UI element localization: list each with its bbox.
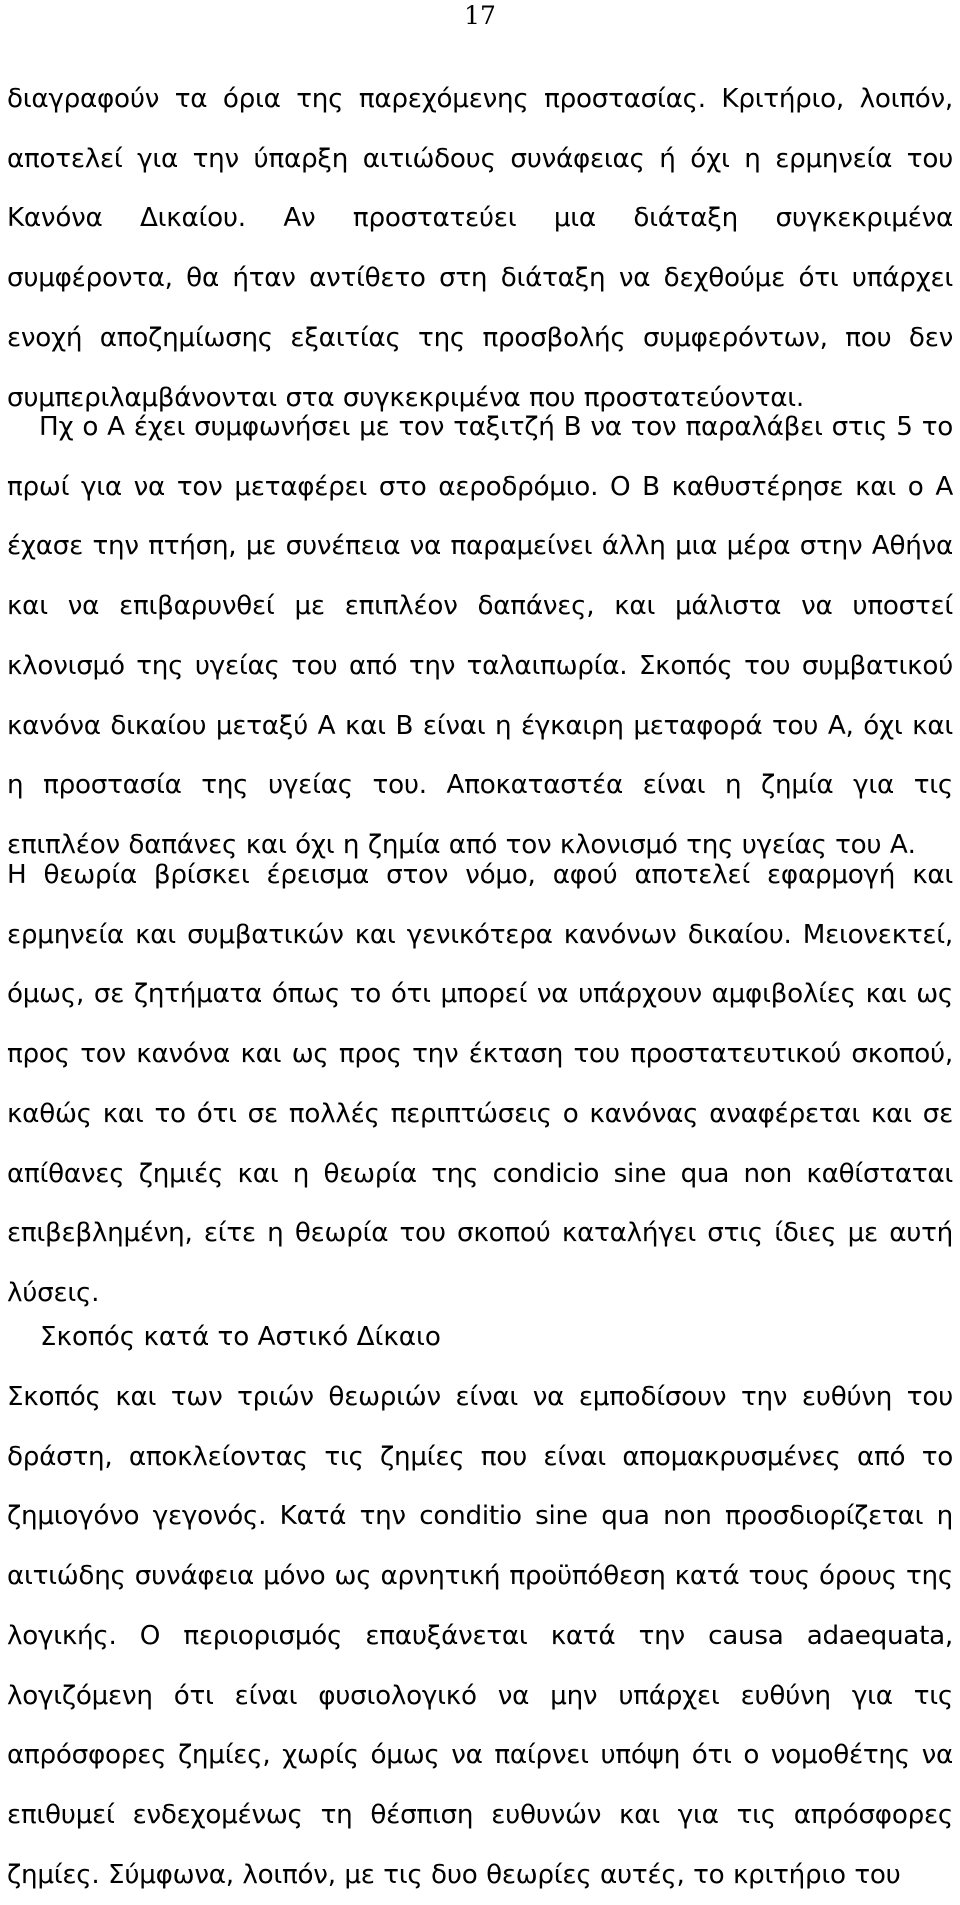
page-number: 17 — [464, 1, 496, 30]
paragraph-three-theories: Σκοπός και των τριών θεωριών είναι να εμποδίσουν την ευθύνη του δράστη, αποκλείοντας τις ζημίες που είναι απομακρυσμένες από το ζημιογόνο γεγονός. Κατά την conditio sine qua non προσδιορίζεται η αιτιώδης συνάφεια μόνο ως αρνητική προϋπόθεση κατά τους όρους της λογικής. Ο περιορισμός επαυξάνεται κατά την causa adaequata, λογιζόμενη ότι είναι φυσιολογικό να μην υπάρχει ευθύνη για τις απρόσφορες ζημίες, χωρίς όμως να παίρνει υπόψη ότι ο νομοθέτης να επιθυμεί ενδεχομένως τη θέσπιση ευθυνών και για τις απρόσφορες ζημίες. Σύμφωνα, λοιπόν, με τις δυο θεωρίες αυτές, το κριτήριο του — [7, 1382, 953, 1890]
paragraph-taxi-example: Πχ ο Α έχει συμφωνήσει με τον ταξιτζή Β να τον παραλάβει στις 5 το πρωί για να τον μεταφέρει στο αεροδρόμιο. Ο Β καθυστέρησε και ο Α έχασε την πτήση, με συνέπεια να παραμείνει άλλη μια μέρα στην Αθήνα και να επιβαρυνθεί με επιπλέον δαπάνες, και μάλιστα να υποστεί κλονισμό της υγείας του από την ταλαιπωρία. Σκοπός του συμβατικού κανόνα δικαίου μεταξύ Α και Β είναι η έγκαιρη μεταφορά του Α, όχι και η προστασία της υγείας του. Αποκαταστέα είναι η ζημία για τις επιπλέον δαπάνες και όχι η ζημία από τον κλονισμό της υγείας του Α. — [7, 412, 953, 860]
section-heading: Σκοπός κατά το Αστικό Δίκαιο — [40, 1322, 441, 1352]
paragraph-theory-assessment: Η θεωρία βρίσκει έρεισμα στον νόμο, αφού αποτελεί εφαρμογή και ερμηνεία και συμβατικών και γενικότερα κανόνων δικαίου. Μειονεκτεί, όμως, σε ζητήματα όπως το ότι μπορεί να υπάρχουν αμφιβολίες και ως προς τον κανόνα και ως προς την έκταση του προστατευτικού σκοπού, καθώς και το ότι σε πολλές περιπτώσεις ο κανόνας αναφέρεται και σε απίθανες ζημιές και η θεωρία της condicio sine qua non καθίσταται επιβεβλημένη, είτε η θεωρία του σκοπού καταλήγει στις ίδιες με αυτή λύσεις. — [7, 860, 953, 1308]
paragraph-protection-limits: διαγραφούν τα όρια της παρεχόμενης προστασίας. Κριτήριο, λοιπόν, αποτελεί για την ύπαρξη αιτιώδους συνάφειας ή όχι η ερμηνεία του Κανόνα Δικαίου. Αν προστατεύει μια διάταξη συγκεκριμένα συμφέροντα, θα ήταν αντίθετο στη διάταξη να δεχθούμε ότι υπάρχει ενοχή αποζημίωσης εξαιτίας της προσβολής συμφερόντων, που δεν συμπεριλαμβάνονται στα συγκεκριμένα που προστατεύονται. — [7, 84, 953, 413]
